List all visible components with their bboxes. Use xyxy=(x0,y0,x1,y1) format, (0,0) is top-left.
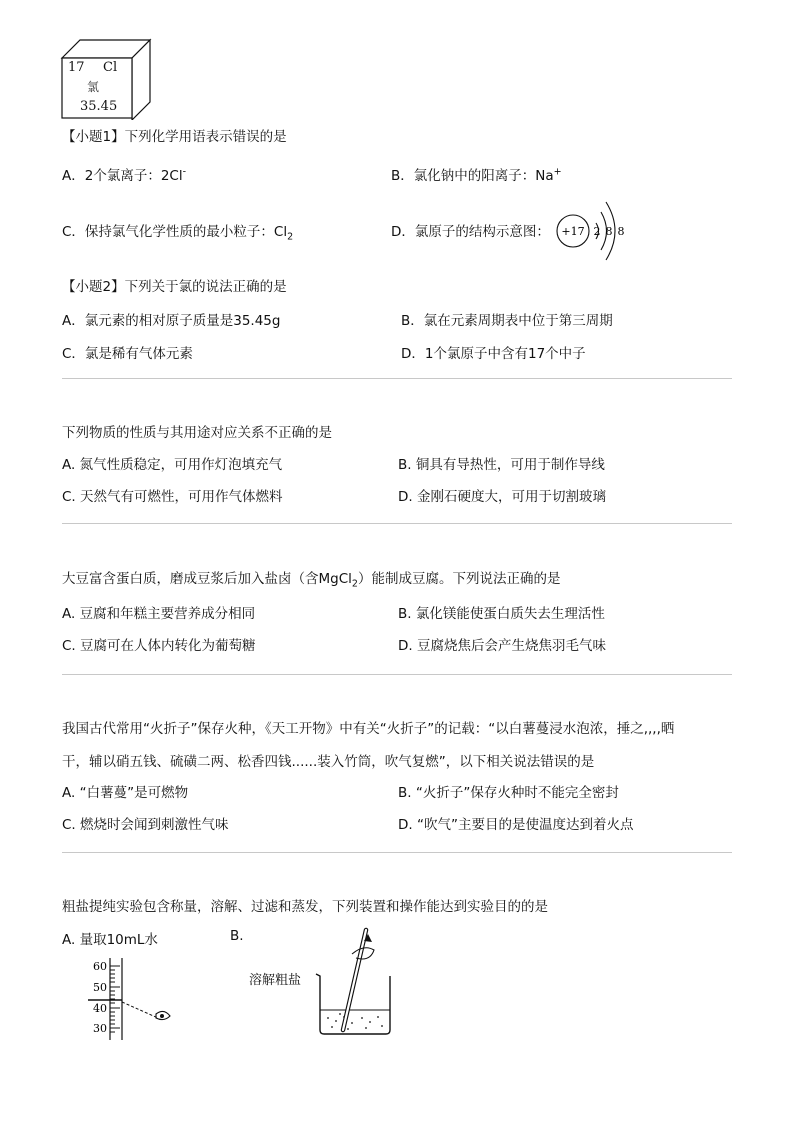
beaker-stirring-figure xyxy=(306,926,398,1038)
q1-option-a[interactable] xyxy=(62,164,186,184)
q1-option-a-charge: - xyxy=(182,166,187,178)
q1-option-b-charge: + xyxy=(553,166,562,178)
q1-option-a-text: A．2个氯离子：2Cl xyxy=(62,168,183,184)
beaker-label: 溶解粗盐 xyxy=(249,973,302,988)
q1-option-d-text: D．氯原子的结构示意图： xyxy=(391,224,550,240)
q5-option-c[interactable]: C. 燃烧时会闻到刺激性气味 xyxy=(62,817,229,833)
q5-option-a[interactable]: A. “白薯蔓”是可燃物 xyxy=(62,785,189,801)
q2-title: 【小题2】下列关于氯的说法正确的是 xyxy=(62,279,287,295)
q1-option-c[interactable] xyxy=(62,220,294,243)
q1-option-c-text: C．保持氯气化学性质的最小粒子：Cl xyxy=(62,224,288,240)
q4-title-prefix: 大豆富含蛋白质，磨成豆浆后加入盐卤（含MgCl xyxy=(62,571,352,587)
cylinder-tick-60: 60 xyxy=(93,960,107,973)
q1-option-b-text: B．氯化钠中的阳离子：Na xyxy=(391,168,554,184)
element-symbol: Cl xyxy=(103,60,118,75)
q4-title-subscript: 2 xyxy=(351,578,358,590)
cylinder-tick-50: 50 xyxy=(93,981,107,994)
q3-title: 下列物质的性质与其用途对应关系不正确的是 xyxy=(62,425,332,441)
q2-option-c[interactable]: C．氯是稀有气体元素 xyxy=(62,346,193,362)
q2-option-a[interactable]: A．氯元素的相对原子质量是35.45g xyxy=(62,313,281,329)
q3-option-c[interactable]: C. 天然气有可燃性，可用作气体燃料 xyxy=(62,489,283,505)
q4-option-c[interactable]: C. 豆腐可在人体内转化为葡萄糖 xyxy=(62,638,256,654)
q5-stem-line-2: 干，辅以硝五钱、硫磺二两、松香四钱......装入竹筒，吹气复燃”，以下相关说法错误的是 xyxy=(62,754,595,770)
divider xyxy=(62,378,732,379)
atom-structure-diagram xyxy=(548,192,638,270)
q1-option-b[interactable] xyxy=(391,164,562,184)
divider xyxy=(62,852,732,853)
q4-option-a[interactable]: A. 豆腐和年糕主要营养成分相同 xyxy=(62,606,256,622)
q1-option-c-subscript: 2 xyxy=(287,231,294,243)
q5-stem-line-1: 我国古代常用“火折子”保存火种，《天工开物》中有关“火折子”的记载：“以白薯蔓浸水泡浓，捶之,,,,晒 xyxy=(62,721,675,737)
cylinder-tick-30: 30 xyxy=(93,1022,107,1035)
element-number: 17 xyxy=(68,60,85,75)
graduated-cylinder-figure xyxy=(86,956,186,1044)
atom-nucleus-label: +17 xyxy=(561,225,585,238)
q4-option-b[interactable]: B. 氯化镁能使蛋白质失去生理活性 xyxy=(398,606,605,622)
q2-option-b[interactable]: B．氯在元素周期表中位于第三周期 xyxy=(401,313,613,329)
q2-option-d[interactable]: D．1个氯原子中含有17个中子 xyxy=(401,346,586,362)
q4-title xyxy=(62,567,561,590)
element-mass: 35.45 xyxy=(80,99,118,114)
cylinder-tick-40: 40 xyxy=(93,1002,107,1015)
q3-option-b[interactable]: B. 铜具有导热性，可用于制作导线 xyxy=(398,457,605,473)
divider xyxy=(62,523,732,524)
eye-icon xyxy=(156,1011,170,1019)
atom-shell-2-count: 8 xyxy=(605,225,613,238)
q5-option-d[interactable]: D. “吹气”主要目的是使温度达到着火点 xyxy=(398,817,634,833)
atom-shell-1-count: 2 xyxy=(593,225,601,238)
q4-title-suffix: ）能制成豆腐。下列说法正确的是 xyxy=(357,571,561,587)
q5-option-b[interactable]: B. “火折子”保存火种时不能完全密封 xyxy=(398,785,619,801)
q1-option-d[interactable] xyxy=(391,220,550,240)
element-name: 氯 xyxy=(87,80,100,94)
q4-option-d[interactable]: D. 豆腐烧焦后会产生烧焦羽毛气味 xyxy=(398,638,606,654)
q6-option-b[interactable]: B. xyxy=(230,928,244,944)
q6-option-a[interactable]: A. 量取10mL水 xyxy=(62,932,158,948)
atom-shell-3-count: 8 xyxy=(617,225,625,238)
q6-title: 粗盐提纯实验包含称量，溶解、过滤和蒸发，下列装置和操作能达到实验目的的是 xyxy=(62,899,548,915)
divider xyxy=(62,674,732,675)
q3-option-a[interactable]: A. 氮气性质稳定，可用作灯泡填充气 xyxy=(62,457,283,473)
q3-option-d[interactable]: D. 金刚石硬度大，可用于切割玻璃 xyxy=(398,489,606,505)
q1-title: 【小题1】下列化学用语表示错误的是 xyxy=(62,129,287,145)
